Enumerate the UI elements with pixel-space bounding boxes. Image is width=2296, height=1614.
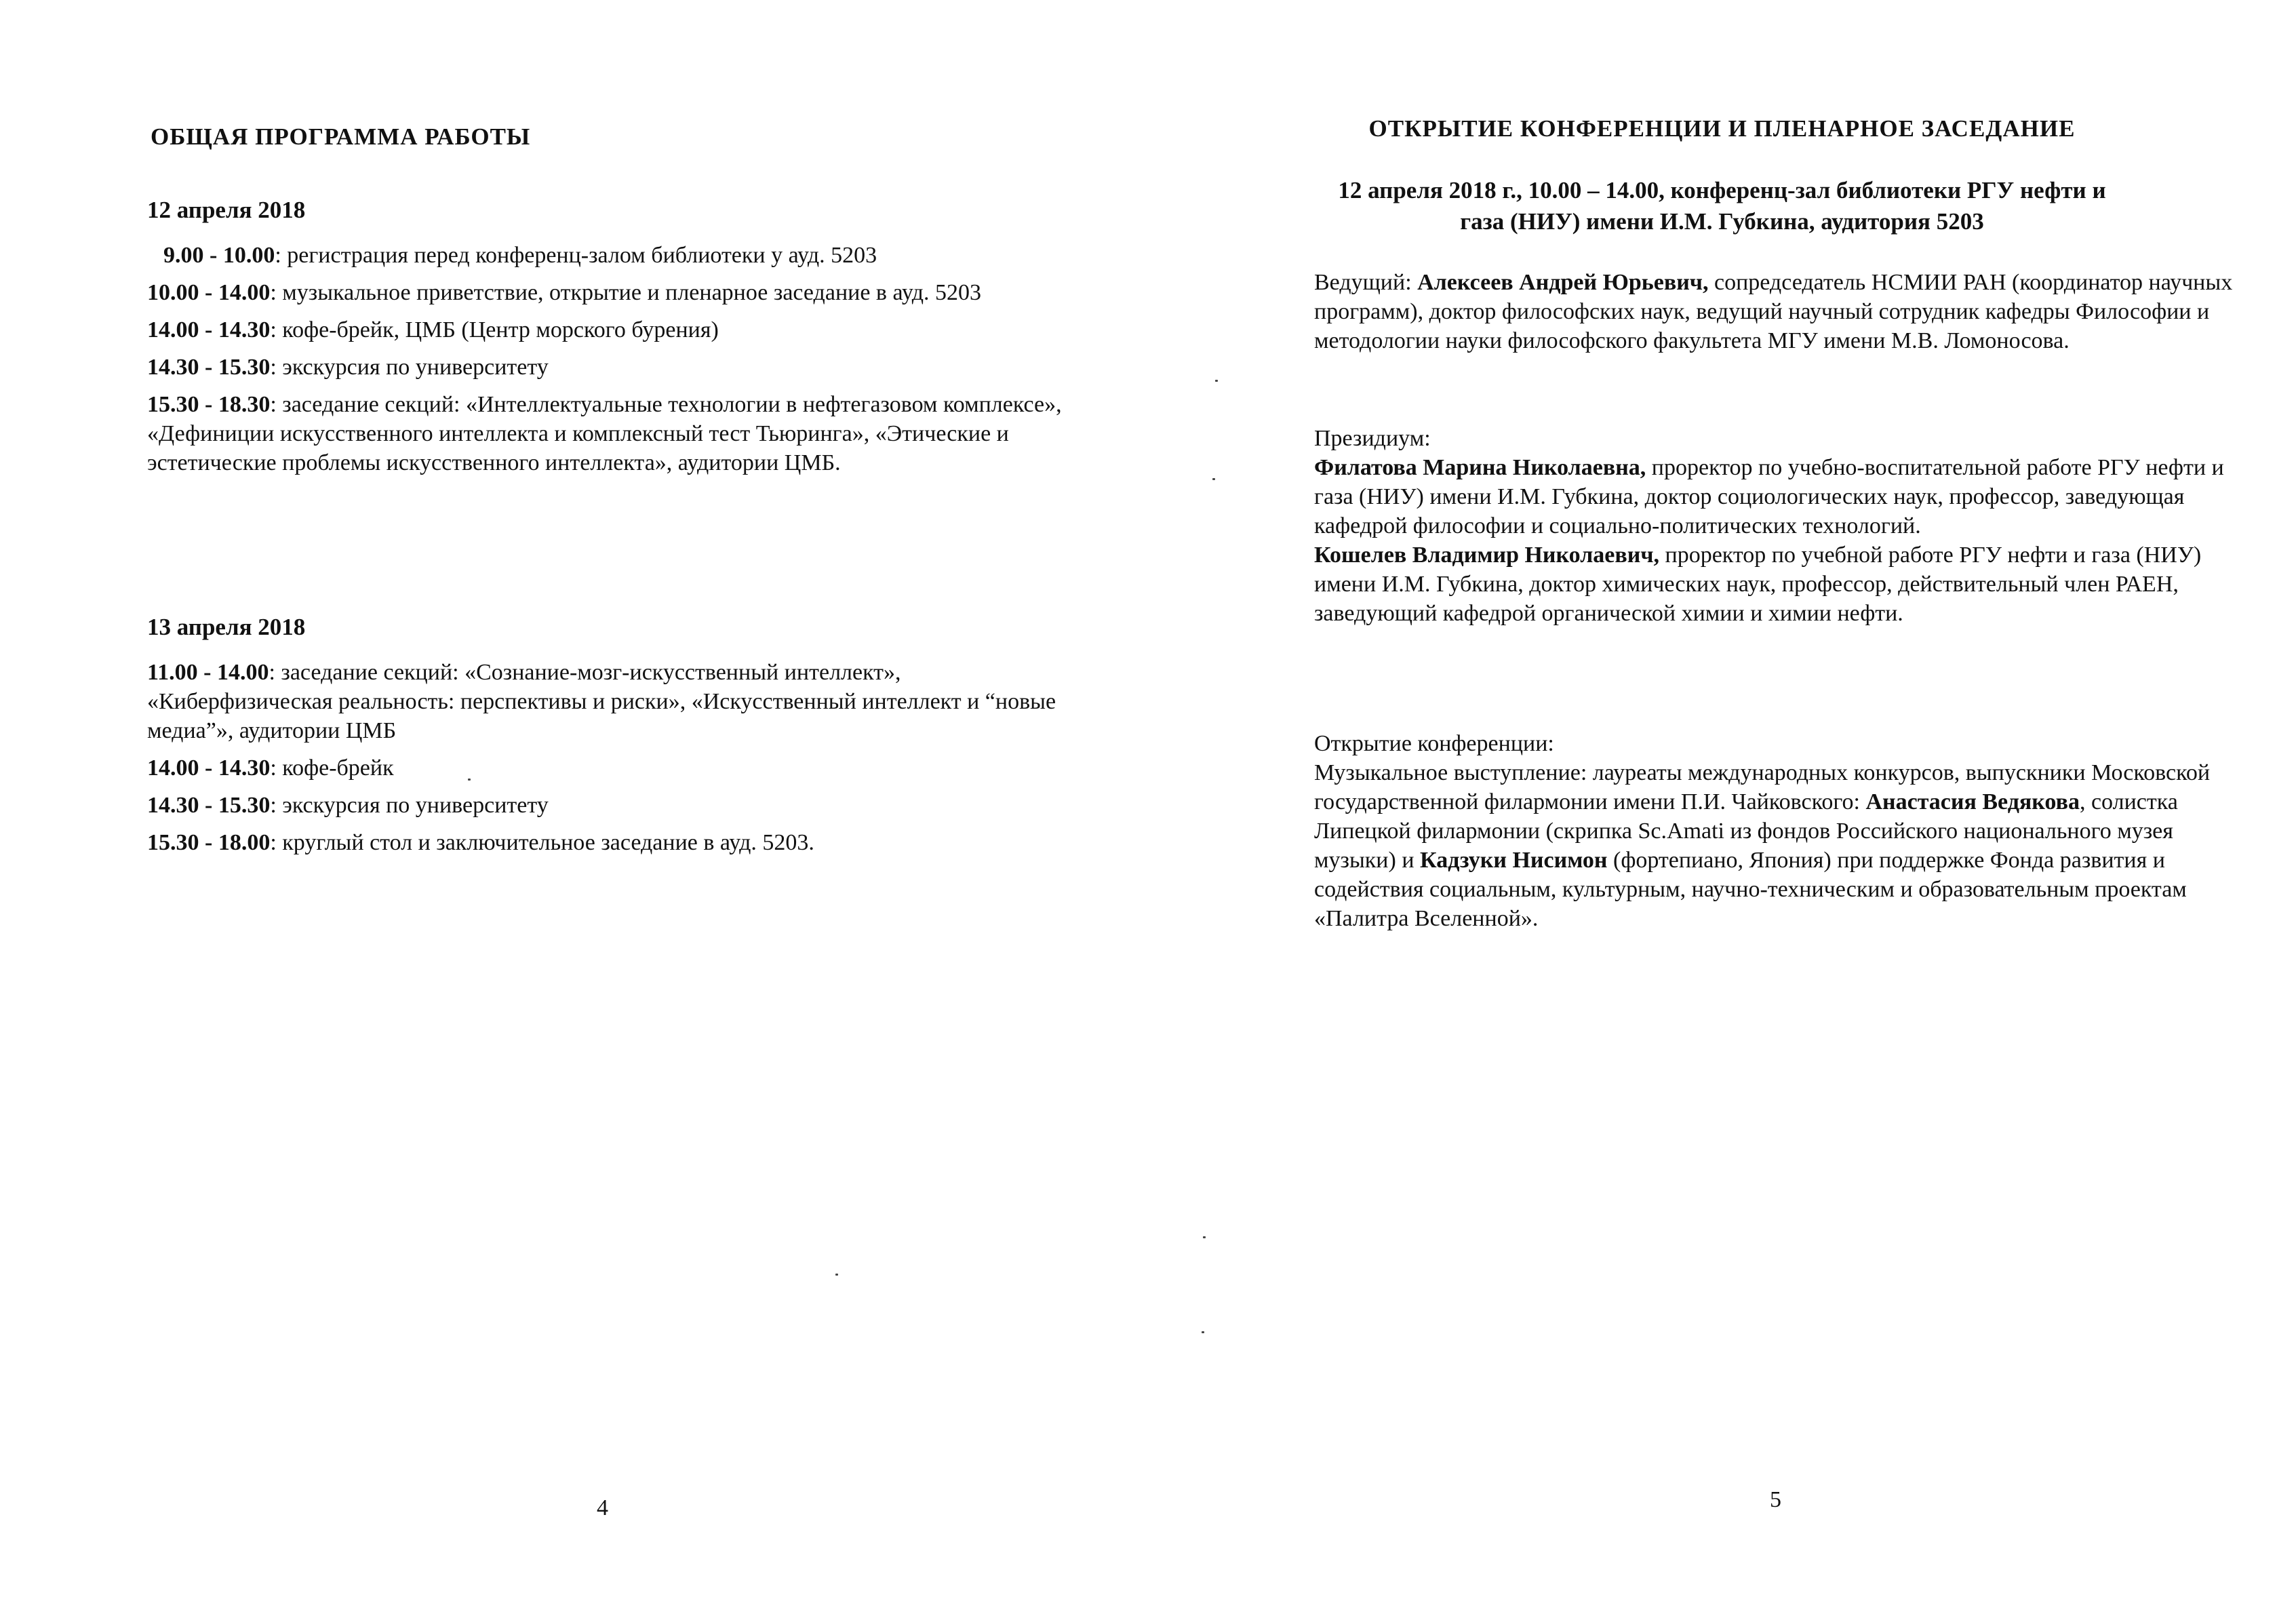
host-name: Алексеев Андрей Юрьевич, (1417, 270, 1709, 295)
schedule-time: 15.30 - 18.00 (147, 830, 271, 855)
performer-name: Анастасия Ведякова (1865, 789, 2080, 814)
page-number: 5 (1770, 1487, 1781, 1512)
host-label: Ведущий: (1314, 270, 1418, 295)
host-section (1314, 268, 2243, 355)
presidium-section (1314, 424, 2243, 628)
presidium-member (1314, 453, 2243, 540)
schedule-entry (147, 390, 1090, 477)
member-description: проректор по учебно-воспитательной работе РГУ нефти и газа (НИУ) имени И.М. Губкина, доктор социологических наук, профессор, заведующая кафедрой философии и социально-политических технологий. (1314, 455, 2224, 538)
schedule-time: 9.00 - 10.00 (163, 243, 275, 268)
day-date: 12 апреля 2018 (147, 197, 306, 223)
presidium-label: Президиум: (1314, 426, 1431, 451)
session-info-line: 12 апреля 2018 г., 10.00 – 14.00, конференц-зал библиотеки РГУ нефти и (1338, 177, 2106, 203)
day-date: 13 апреля 2018 (147, 614, 306, 640)
member-description: проректор по учебной работе РГУ нефти и газа (НИУ) имени И.М. Губкина, доктор химических наук, профессор, действительный член РАЕН, заведующий кафедрой органической химии и химии нефти. (1314, 543, 2202, 626)
opening-description (1314, 758, 2243, 933)
scan-speck (835, 1274, 838, 1276)
opening-heading: ОТКРЫТИЕ КОНФЕРЕНЦИИ И ПЛЕНАРНОЕ ЗАСЕДАНИЕ (1368, 115, 2076, 142)
schedule-text: : кофе-брейк, ЦМБ (Центр морского бурения) (270, 317, 719, 342)
schedule-entry (147, 658, 1090, 745)
schedule-text: : музыкальное приветствие, открытие и пленарное заседание в ауд. 5203 (270, 280, 981, 305)
schedule-time: 14.00 - 14.30 (147, 317, 271, 342)
right-page (1148, 0, 2296, 1614)
schedule-entry (147, 791, 1090, 820)
scan-speck (1203, 1236, 1206, 1238)
schedule-text: : заседание секций: «Интеллектуальные технологии в нефтегазовом комплексе», «Дефиниции искусственного интеллекта и комплексный тест Тьюринга», «Этические и эстетические проблемы искусственного интеллекта», аудитории ЦМБ. (147, 392, 1062, 475)
program-heading: ОБЩАЯ ПРОГРАММА РАБОТЫ (151, 123, 531, 150)
page-number: 4 (597, 1495, 608, 1520)
schedule-text: : регистрация перед конференц-залом библиотеки у ауд. 5203 (275, 243, 877, 268)
schedule-time: 10.00 - 14.00 (147, 280, 271, 305)
session-info-line: газа (НИУ) имени И.М. Губкина, аудитория 5203 (1460, 208, 1984, 235)
schedule-text: : кофе-брейк (270, 755, 394, 781)
performer-description: (фортепиано, Япония) при поддержке Фонда развития и содействия социальным, культурным, научно-техническим и образовательным проектам «Палитра Вселенной». (1314, 848, 2187, 931)
scan-speck (1215, 380, 1218, 382)
schedule-entry (147, 315, 1090, 345)
schedule-time: 14.30 - 15.30 (147, 355, 271, 380)
opening-label: Открытие конференции: (1314, 731, 1554, 756)
schedule-text: : экскурсия по университету (270, 355, 549, 380)
scan-speck (1202, 1331, 1204, 1333)
opening-intro: Музыкальное выступление: лауреаты международных конкурсов, выпускники Московской государственной филармонии имени П.И. Чайковского: (1314, 760, 2211, 814)
schedule-time: 11.00 - 14.00 (147, 660, 269, 685)
schedule-time: 14.30 - 15.30 (147, 793, 271, 818)
schedule-entry (147, 753, 1090, 783)
scan-speck (1212, 478, 1215, 480)
schedule-entry (147, 241, 1090, 270)
schedule-entry (147, 353, 1090, 382)
schedule-list (147, 658, 1090, 865)
schedule-text: : экскурсия по университету (270, 793, 549, 818)
host-description: сопредседатель НСМИИ РАН (координатор научных программ), доктор философских наук, ведущий научный сотрудник кафедры Философии и методологии науки философского факультета МГУ имени М.В. Ломоносова. (1314, 270, 2233, 353)
member-name: Кошелев Владимир Николаевич, (1314, 543, 1660, 568)
schedule-entry (147, 278, 1090, 307)
performer-description: , солистка Липецкой филармонии (скрипка Sc.Amati из фондов Российского национального музея музыки) и (1314, 789, 2178, 873)
schedule-list (147, 241, 1090, 486)
schedule-text: : круглый стол и заключительное заседание в ауд. 5203. (270, 830, 814, 855)
schedule-text: : заседание секций: «Сознание-мозг-искусственный интеллект», «Киберфизическая реальность: перспективы и риски», «Искусственный интеллект и “новые медиа”», аудитории ЦМБ (147, 660, 1056, 743)
schedule-entry (147, 828, 1090, 857)
presidium-member (1314, 540, 2243, 628)
session-info (1148, 175, 2296, 237)
member-name: Филатова Марина Николаевна, (1314, 455, 1646, 480)
schedule-time: 15.30 - 18.30 (147, 392, 271, 417)
performer-name: Кадзуки Нисимон (1420, 848, 1608, 873)
schedule-time: 14.00 - 14.30 (147, 755, 271, 781)
scan-speck (468, 779, 471, 781)
opening-section (1314, 729, 2243, 933)
